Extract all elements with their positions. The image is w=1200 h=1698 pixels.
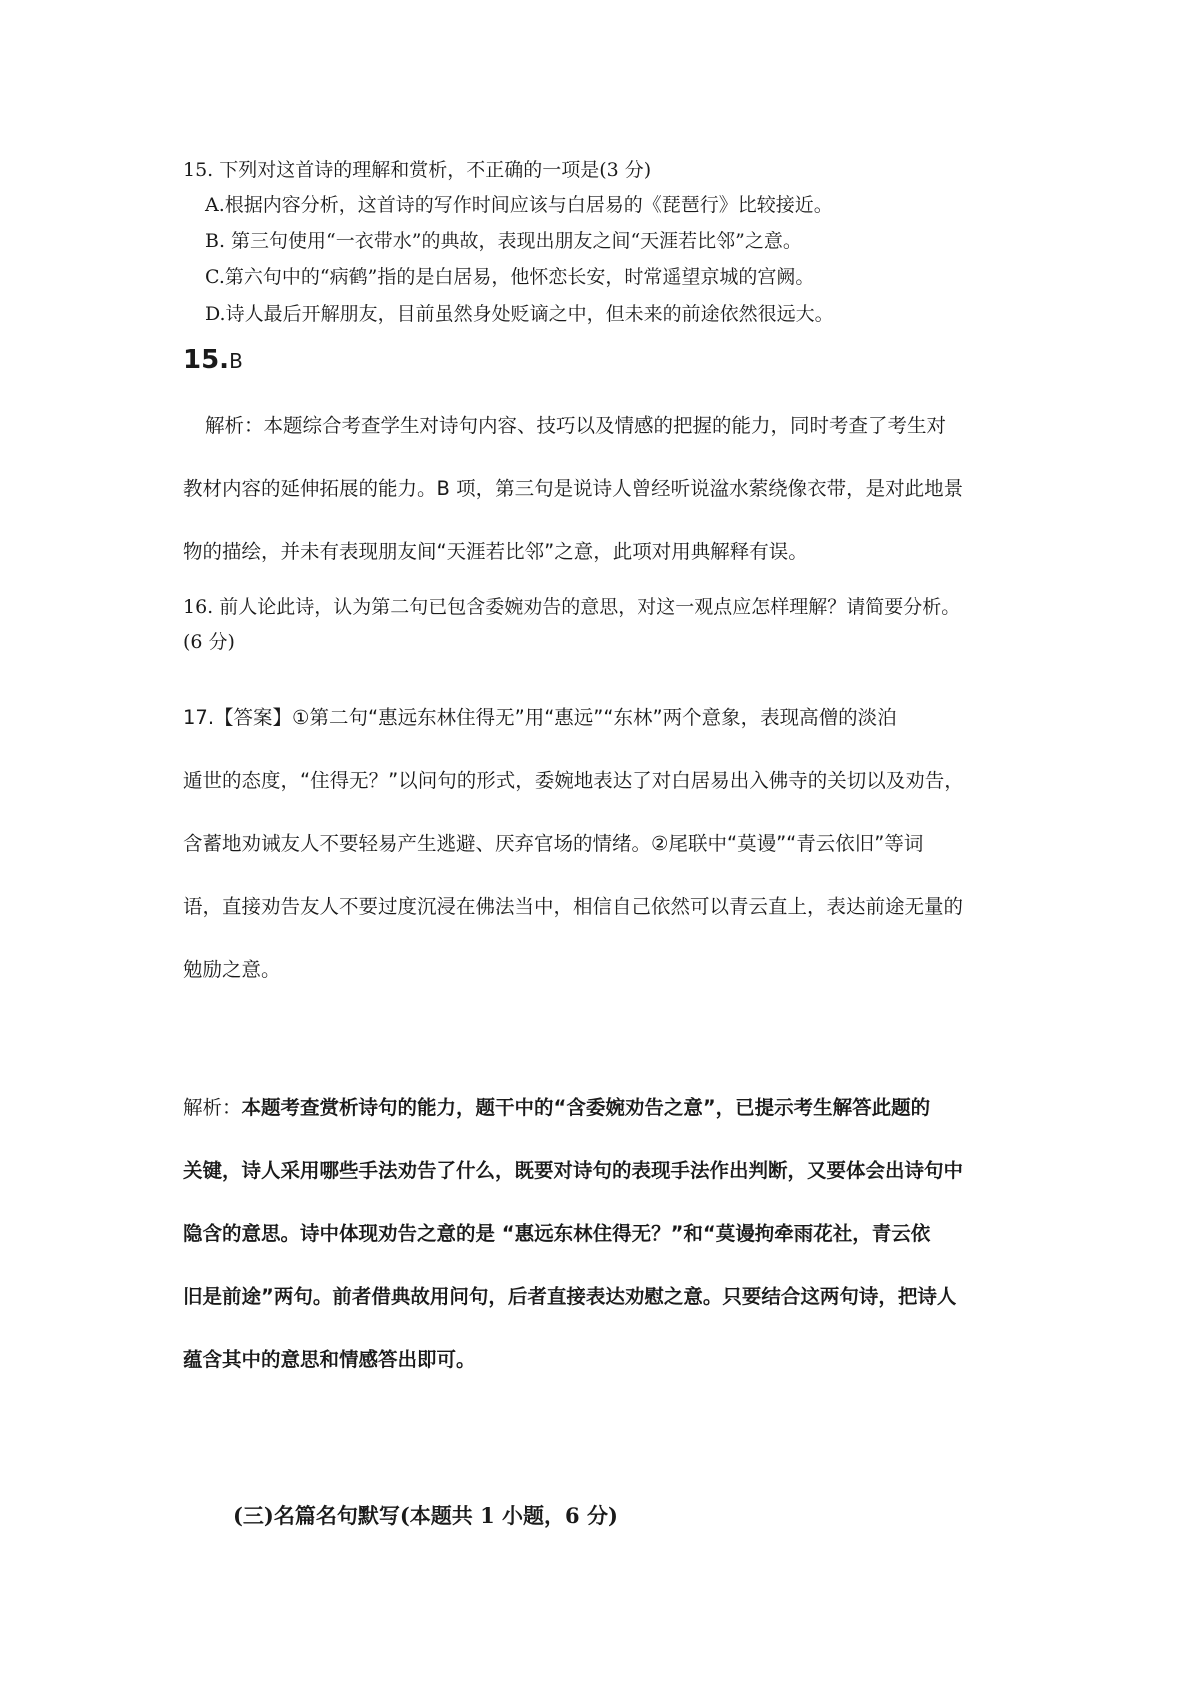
q17-answer-line-1: 17.【答案】①第二句“惠远东林住得无”用“惠远”“东林”两个意象，表现高僧的淡泊 — [183, 706, 897, 729]
q17-answer-line-5: 勉励之意。 — [183, 958, 281, 981]
q16-stem-line-2: (6 分) — [183, 631, 235, 653]
q15-option-d: D.诗人最后开解朋友，目前虽然身处贬谪之中，但未来的前途依然很远大。 — [205, 303, 834, 325]
q17-analysis-line-4: 旧是前途”两句。前者借典故用问句，后者直接表达劝慰之意。只要结合这两句诗，把诗人 — [183, 1285, 957, 1308]
section-3-heading: (三)名篇名句默写(本题共 1 小题，6 分) — [233, 1503, 618, 1528]
q17-analysis-line-3: 隐含的意思。诗中体现劝告之意的是 “惠远东林住得无？”和“莫谩拘牵雨花社，青云依 — [183, 1222, 931, 1245]
q17-answer-line-3: 含蓄地劝诫友人不要轻易产生逃避、厌弃官场的情绪。②尾联中“莫谩”“青云依旧”等词 — [183, 832, 924, 855]
q17-analysis-label: 解析： — [183, 1096, 242, 1119]
q15-answer-letter: B — [229, 349, 243, 373]
q15-option-b: B. 第三句使用“一衣带水”的典故，表现出朋友之间“天涯若比邻”之意。 — [205, 230, 802, 252]
q17-analysis-line-2: 关键，诗人采用哪些手法劝告了什么，既要对诗句的表现手法作出判断，又要体会出诗句中 — [183, 1159, 964, 1182]
q16-stem-line-1: 16. 前人论此诗，认为第二句已包含委婉劝告的意思，对这一观点应怎样理解？请简要分析。 — [183, 596, 961, 618]
q15-option-c: C.第六句中的“病鹤”指的是白居易，他怀恋长安，时常遥望京城的宫阙。 — [205, 266, 815, 288]
q17-analysis-text: 本题考查赏析诗句的能力，题干中的“含委婉劝告之意”，已提示考生解答此题的 — [241, 1096, 931, 1119]
q15-analysis-line-3: 物的描绘，并未有表现朋友间“天涯若比邻”之意，此项对用典解释有误。 — [183, 540, 808, 563]
q17-answer-line-2: 遁世的态度，“住得无？”以问句的形式，委婉地表达了对白居易出入佛寺的关切以及劝告， — [183, 769, 964, 792]
q17-analysis-line-1 — [183, 1095, 930, 1121]
q17-answer-line-4: 语，直接劝告友人不要过度沉浸在佛法当中，相信自己依然可以青云直上，表达前途无量的 — [183, 895, 964, 918]
q15-option-a: A.根据内容分析，这首诗的写作时间应该与白居易的《琵琶行》比较接近。 — [205, 194, 833, 216]
q15-answer-number: 15. — [183, 345, 230, 375]
q17-analysis-line-5: 蕴含其中的意思和情感答出即可。 — [183, 1348, 476, 1371]
q15-analysis-line-2: 教材内容的延伸拓展的能力。B 项，第三句是说诗人曾经听说湓水萦绕像衣带，是对此地景 — [183, 477, 964, 500]
q15-analysis-line-1: 解析：本题综合考查学生对诗句内容、技巧以及情感的把握的能力，同时考查了考生对 — [205, 414, 947, 437]
q15-answer — [183, 347, 243, 374]
q15-stem: 15. 下列对这首诗的理解和赏析，不正确的一项是(3 分) — [183, 159, 652, 181]
